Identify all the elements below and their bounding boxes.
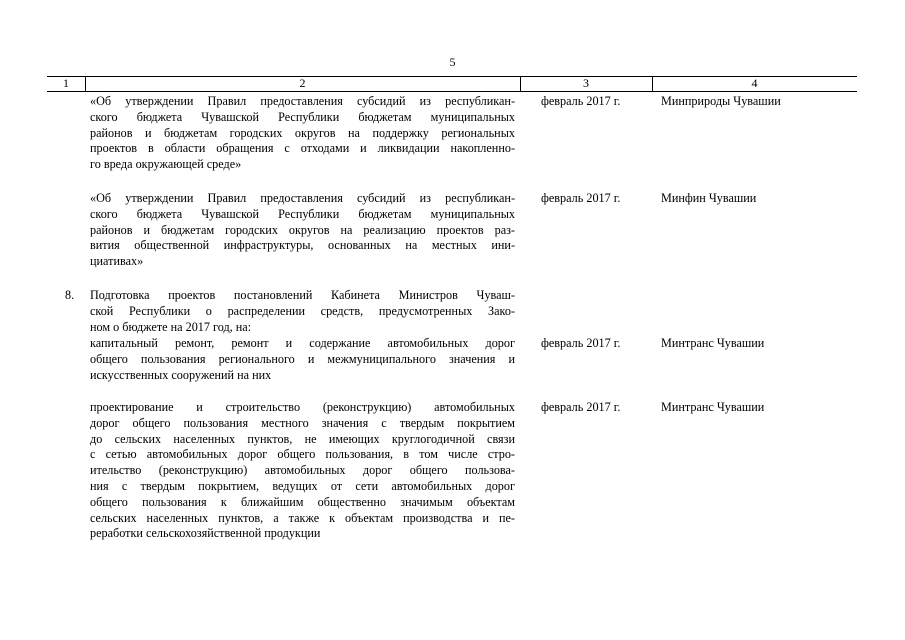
row-b-text bbox=[90, 191, 515, 270]
item-8-intro bbox=[90, 288, 515, 335]
row-a-line: «Об утверждении Правил предоставления субсидий из республикан- bbox=[90, 94, 515, 108]
item-8-sub2-line: сельских населенных пунктов, а также к объектам производства и пе- bbox=[90, 510, 515, 525]
item-8-sub1-line: общего пользования регионального и межмуниципального значения и bbox=[90, 351, 515, 366]
header-col-2: 2 bbox=[299, 76, 306, 90]
item-8-sub1-executor: Минтранс Чувашии bbox=[661, 336, 765, 350]
item-8-sub1-text bbox=[90, 336, 515, 383]
row-a-line: районов и бюджетам городских округов на поддержку региональных bbox=[90, 125, 515, 140]
row-a-term: февраль 2017 г. bbox=[541, 94, 621, 108]
item-8-sub2-term: февраль 2017 г. bbox=[541, 400, 621, 414]
item-8-sub1-term: февраль 2017 г. bbox=[541, 336, 621, 350]
item-8-intro-line: ской Республики о распределении средств, предусмотренных Зако- bbox=[90, 303, 515, 318]
item-8-sub2-executor: Минтранс Чувашии bbox=[661, 400, 765, 414]
item-8-sub2-text bbox=[90, 400, 515, 542]
page-number: 5 bbox=[449, 55, 456, 69]
row-b-line: районов и бюджетам городских округов на реализацию проектов раз- bbox=[90, 222, 515, 237]
row-a-line: го вреда окружающей среде» bbox=[90, 157, 242, 172]
item-8-sub2-line: общего пользования к ближайшим общественно значимым объектам bbox=[90, 494, 515, 509]
item-8-sub2-line: реработки сельскохозяйственной продукции bbox=[90, 526, 321, 541]
row-a-line: проектов в области обращения с отходами и ликвидации накопленно- bbox=[90, 141, 515, 156]
row-b-line: «Об утверждении Правил предоставления субсидий из республикан- bbox=[90, 191, 515, 205]
item-8-sub2-line: до сельских населенных пунктов, не имеющих круглогодичной связи bbox=[90, 431, 515, 446]
item-8-sub2-line: ния с твердым покрытием, ведущих от сети автомобильных дорог bbox=[90, 478, 515, 493]
header-col-1: 1 bbox=[63, 76, 69, 90]
item-8-sub2-line: проектирование и строительство (реконструкцию) автомобильных bbox=[90, 400, 515, 414]
row-a-executor: Минприроды Чувашии bbox=[661, 94, 781, 108]
item-8-intro-line: ном о бюджете на 2017 год, на: bbox=[90, 319, 252, 334]
header-bottom-rule bbox=[47, 91, 857, 92]
row-b-line: ского бюджета Чувашской Республики бюджетам муниципальных bbox=[90, 206, 515, 221]
header-col-3: 3 bbox=[583, 76, 589, 90]
item-8-sub2-line: дорог общего пользования местного значения с твердым покрытием bbox=[90, 415, 515, 430]
row-a-line: ского бюджета Чувашской Республики бюджетам муниципальных bbox=[90, 109, 515, 124]
item-8-intro-line: Подготовка проектов постановлений Кабинета Министров Чуваш- bbox=[90, 288, 515, 302]
item-8-sub1-line: искусственных сооружений на них bbox=[90, 367, 272, 382]
row-a-text bbox=[90, 94, 515, 173]
row-b-line: вития общественной инфраструктуры, основанных на местных ини- bbox=[90, 238, 515, 253]
row-b-executor: Минфин Чувашии bbox=[661, 191, 757, 205]
header-col-4: 4 bbox=[751, 76, 758, 90]
row-b-term: февраль 2017 г. bbox=[541, 191, 621, 205]
item-8-number: 8. bbox=[65, 288, 75, 302]
item-8-sub1-line: капитальный ремонт, ремонт и содержание автомобильных дорог bbox=[90, 336, 515, 350]
item-8-sub2-line: с сетью автомобильных дорог общего пользования, в том числе стро- bbox=[90, 447, 515, 462]
item-8-sub2-line: ительство (реконструкцию) автомобильных дорог общего пользова- bbox=[90, 463, 515, 478]
row-b-line: циативах» bbox=[90, 254, 144, 269]
